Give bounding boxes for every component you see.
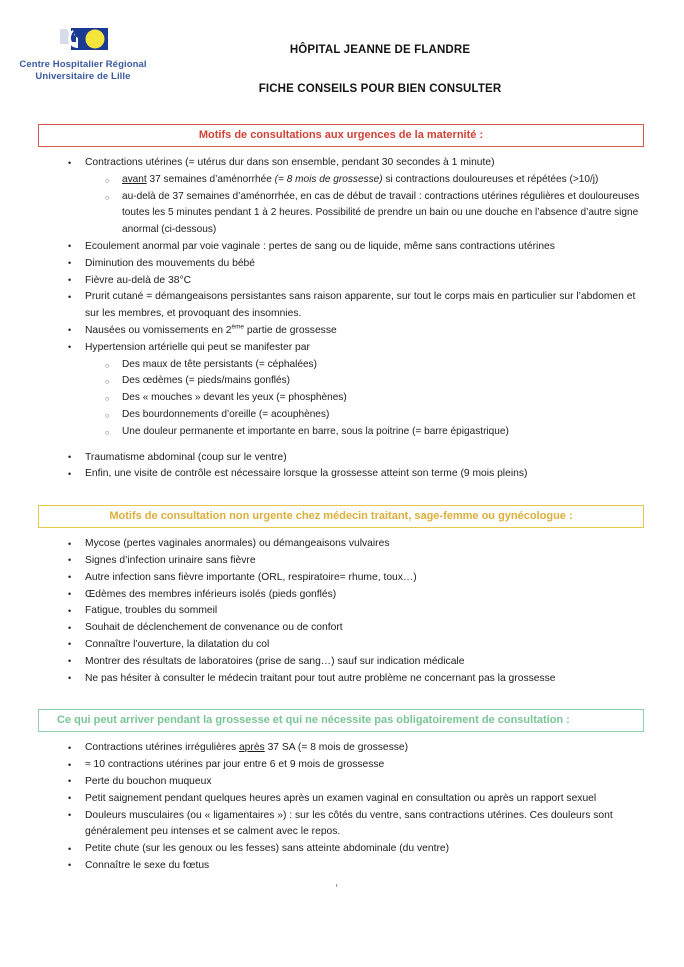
list-item [0, 808, 684, 842]
list-item-text: • Connaître le sexe du fœtus [85, 859, 210, 871]
page-title: HÔPITAL JEANNE DE FLANDRE [289, 44, 471, 56]
list-item [0, 340, 684, 441]
list-item [0, 603, 684, 620]
section-body-urgences-maternite [0, 147, 684, 483]
sub-list-item: ○ Des maux de tête persistants (= céphalées) [0, 357, 640, 374]
list-item [0, 536, 684, 553]
list-item-text: • Douleurs musculaires (ou « ligamentaires ») : sur les côtés du ventre, sans contractions utérines. Ces douleurs sont généralement peu intenses et se calment avec le repos. [85, 809, 613, 838]
list-item [0, 740, 684, 757]
list-item [0, 757, 684, 774]
list-item [0, 791, 684, 808]
list-item [0, 553, 684, 570]
list-item [0, 450, 684, 467]
list-item-text: • Petite chute (sur les genoux ou les fesses) sans atteinte abdominale (du ventre) [85, 843, 450, 855]
list-item-text: • Prurit cutané = démangeaisons persistantes sans raison apparente, sur tout le corps mais en particulier sur l’abdomen et sur les membres, et provoquant des insomnies. [85, 291, 636, 320]
list-item [0, 239, 684, 256]
list-item [0, 774, 684, 791]
sub-bullet-list [85, 172, 640, 239]
sub-list-item: ○ au-delà de 37 semaines d’aménorrhée, en cas de début de travail : contractions utérines régulières et douloureuses toutes les 5 minutes pendant 1 à 2 heures. Possibilité de prendre un bain ou une douche en l’absence d’autre signe anormal (ci-dessous) [0, 189, 640, 239]
list-item-text: • Mycose (pertes vaginales anormales) ou démangeaisons vulvaires [85, 538, 390, 550]
bullet-list [0, 155, 684, 483]
list-item-text: • Diminution des mouvements du bébé [85, 257, 255, 269]
list-item [0, 289, 684, 323]
list-item-text: • Enfin, une visite de contrôle est nécessaire lorsque la grossesse atteint son terme (9 mois pleins) [85, 468, 528, 480]
sub-list-item: ○ Une douleur permanente et importante en barre, sous la poitrine (= barre épigastrique) [0, 424, 640, 441]
chru-lille-logo-icon [54, 26, 112, 56]
list-item-text: • Œdèmes des membres inférieurs isolés (pieds gonflés) [85, 588, 337, 600]
document-header [0, 0, 684, 118]
section-body-non-urgente [0, 528, 684, 687]
list-item-text: • Souhait de déclenchement de convenance ou de confort [85, 622, 343, 634]
sub-list-item: ○ Des œdèmes (= pieds/mains gonflés) [0, 373, 640, 390]
sections-container [0, 118, 684, 875]
hospital-logo [8, 26, 158, 82]
list-item [0, 466, 684, 483]
list-item-text: • Contractions utérines (= utérus dur dans son ensemble, pendant 30 secondes à 1 minute) [85, 157, 495, 168]
list-item [0, 671, 684, 688]
list-item [0, 570, 684, 587]
list-item [0, 273, 684, 290]
sub-list-item: ○ Des « mouches » devant les yeux (= phosphènes) [0, 390, 640, 407]
section-banner-pas-de-consultation: Ce qui peut arriver pendant la grossesse et qui ne nécessite pas obligatoirement de consultation : [38, 709, 644, 732]
section-banner-urgences-maternite: Motifs de consultations aux urgences de la maternité : [38, 124, 644, 147]
logo-line-2: Universitaire de Lille [35, 70, 131, 82]
bullet-list [0, 740, 684, 874]
list-item-text: • Traumatisme abdominal (coup sur le ventre) [85, 451, 287, 463]
list-item-text: • Ecoulement anormal par voie vaginale : pertes de sang ou de liquide, même sans contractions utérines [85, 240, 555, 252]
list-item-text: • Signes d’infection urinaire sans fièvre [85, 554, 256, 566]
bullet-list [0, 536, 684, 687]
title-block [170, 44, 590, 95]
list-item [0, 841, 684, 858]
list-item-text: • ≈ 10 contractions utérines par jour entre 6 et 9 mois de grossesse [85, 759, 385, 771]
list-spacer [0, 441, 684, 450]
list-item-text: • Hypertension artérielle qui peut se manifester par [85, 341, 310, 353]
list-item-text: • Perte du bouchon muqueux [85, 775, 212, 787]
section-body-pas-de-consultation [0, 732, 684, 874]
list-item-text: • Fatigue, troubles du sommeil [85, 605, 218, 617]
list-item-text: • Autre infection sans fièvre importante (ORL, respiratoire= rhume, toux…) [85, 571, 417, 583]
list-item-text: • Fièvre au-delà de 38°C [85, 274, 192, 286]
list-item [0, 587, 684, 604]
list-item [0, 323, 684, 340]
list-item-text: • Petit saignement pendant quelques heures après un examen vaginal en consultation ou après un rapport sexuel [85, 792, 597, 804]
list-item-text: • Contractions utérines irrégulières après 37 SA (= 8 mois de grossesse) [85, 742, 409, 754]
list-item [0, 256, 684, 273]
section-spacer [0, 483, 684, 505]
list-item [0, 654, 684, 671]
list-item-text: • Nausées ou vomissements en 2ème partie de grossesse [85, 323, 337, 336]
page-artifact [336, 884, 337, 887]
sub-bullet-list [85, 357, 640, 441]
list-item-text: • Ne pas hésiter à consulter le médecin traitant pour tout autre problème ne concernant pas la grossesse [85, 672, 556, 684]
list-item-text: • Connaître l’ouverture, la dilatation du col [85, 638, 270, 650]
section-spacer [0, 687, 684, 709]
list-item [0, 858, 684, 875]
section-banner-non-urgente: Motifs de consultation non urgente chez médecin traitant, sage-femme ou gynécologue : [38, 505, 644, 528]
sub-list-item: ○ avant 37 semaines d’aménorrhée (= 8 mois de grossesse) si contractions douloureuses et répétées (>10/j) [0, 172, 640, 189]
list-item-text: • Montrer des résultats de laboratoires (prise de sang…) sauf sur indication médicale [85, 655, 465, 667]
list-item [0, 637, 684, 654]
list-item [0, 155, 684, 239]
page-subtitle: FICHE CONSEILS POUR BIEN CONSULTER [258, 83, 502, 95]
list-item [0, 620, 684, 637]
sub-list-item: ○ Des bourdonnements d’oreille (= acouphènes) [0, 407, 640, 424]
logo-line-1: Centre Hospitalier Régional [19, 59, 147, 70]
